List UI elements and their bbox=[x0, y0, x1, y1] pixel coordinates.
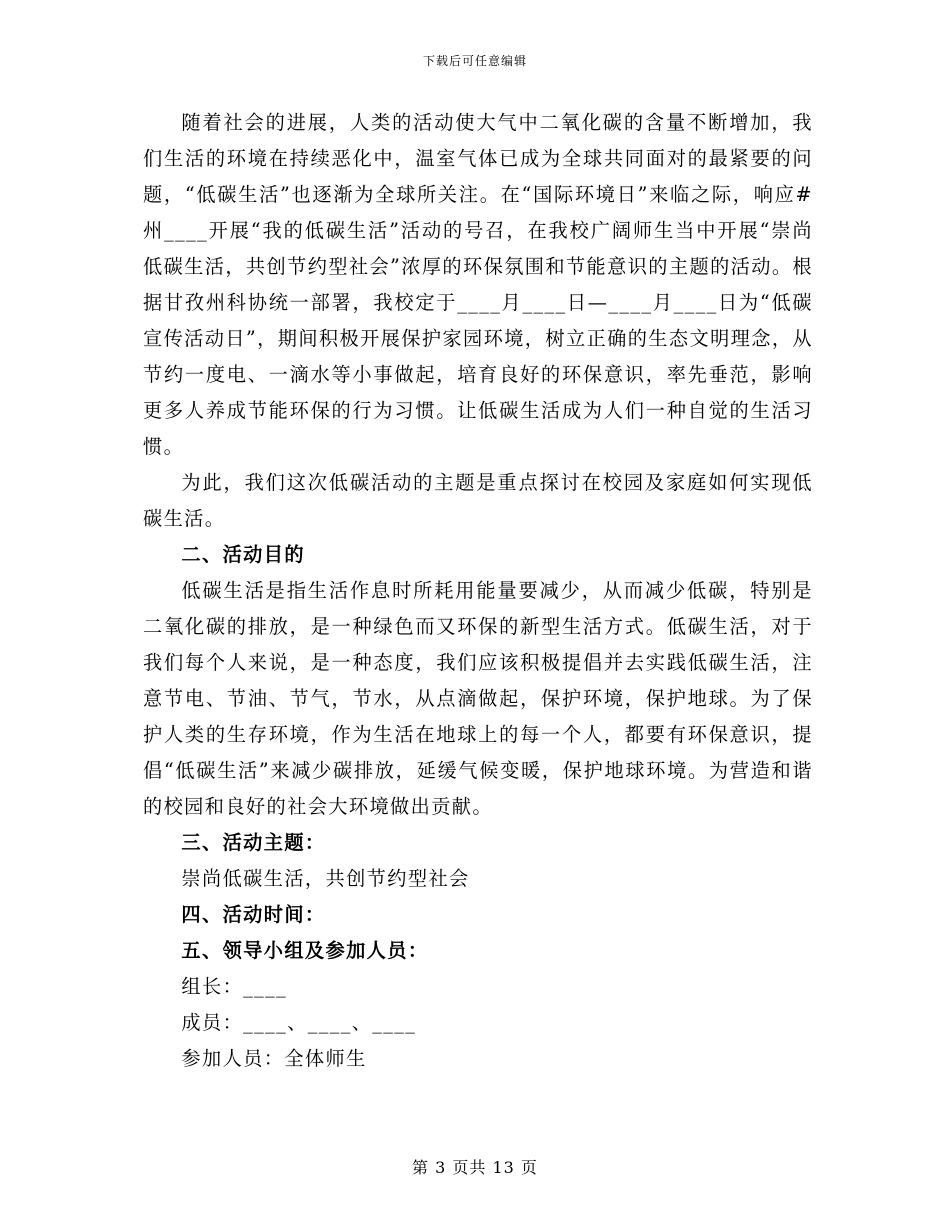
purpose-paragraph: 低碳生活是指生活作息时所耗用能量要减少，从而减少低碳，特别是二氧化碳的排放，是一种绿色而又环保的新型生活方式。低碳生活，对于我们每个人来说，是一种态度，我们应该积极提倡并去实践低碳生活，注意节电、节油、节气，节水，从点滴做起，保护环境，保护地球。为了保护人类的生存环境，作为生活在地球上的每一个人，都要有环保意识，提倡“低碳生活”来减少碳排放，延缓气候变暖，保护地球环境。为营造和谐的校园和良好的社会大环境做出贡献。 bbox=[143, 579, 813, 818]
participants-line: 参加人员：全体师生 bbox=[181, 1047, 367, 1070]
section-heading-theme: 三、活动主题： bbox=[181, 831, 326, 854]
theme-summary-paragraph: 为此，我们这次低碳活动的主题是重点探讨在校园及家庭如何实现低碳生活。 bbox=[143, 471, 813, 530]
page-header-note: 下载后可任意编辑 bbox=[422, 54, 527, 68]
theme-text: 崇尚低碳生活，共创节约型社会 bbox=[181, 867, 470, 890]
section-heading-purpose: 二、活动目的 bbox=[181, 543, 305, 566]
page-number: 第 3 页共 13 页 bbox=[412, 1158, 538, 1177]
team-leader-line: 组长：____ bbox=[181, 975, 288, 998]
document-body bbox=[143, 105, 813, 1077]
team-members-line: 成员：____、____、____ bbox=[181, 1011, 417, 1034]
section-heading-team: 五、领导小组及参加人员： bbox=[181, 939, 429, 962]
section-heading-time: 四、活动时间： bbox=[181, 903, 326, 926]
intro-paragraph: 随着社会的进展，人类的活动使大气中二氧化碳的含量不断增加，我们生活的环境在持续恶化中，温室气体已成为全球共同面对的最紧要的问题，“低碳生活”也逐渐为全球所关注。在“国际环境日”来临之际，响应#州____开展“我的低碳生活”活动的号召，在我校广阔师生当中开展“崇尚低碳生活，共创节约型社会”浓厚的环保氛围和节能意识的主题的活动。根据甘孜州科协统一部署，我校定于____月____日—____月____日为“低碳宣传活动日”，期间积极开展保护家园环境，树立正确的生态文明理念，从节约一度电、一滴水等小事做起，培育良好的环保意识，率先垂范，影响更多人养成节能环保的行为习惯。让低碳生活成为人们一种自觉的生活习惯。 bbox=[143, 111, 814, 458]
